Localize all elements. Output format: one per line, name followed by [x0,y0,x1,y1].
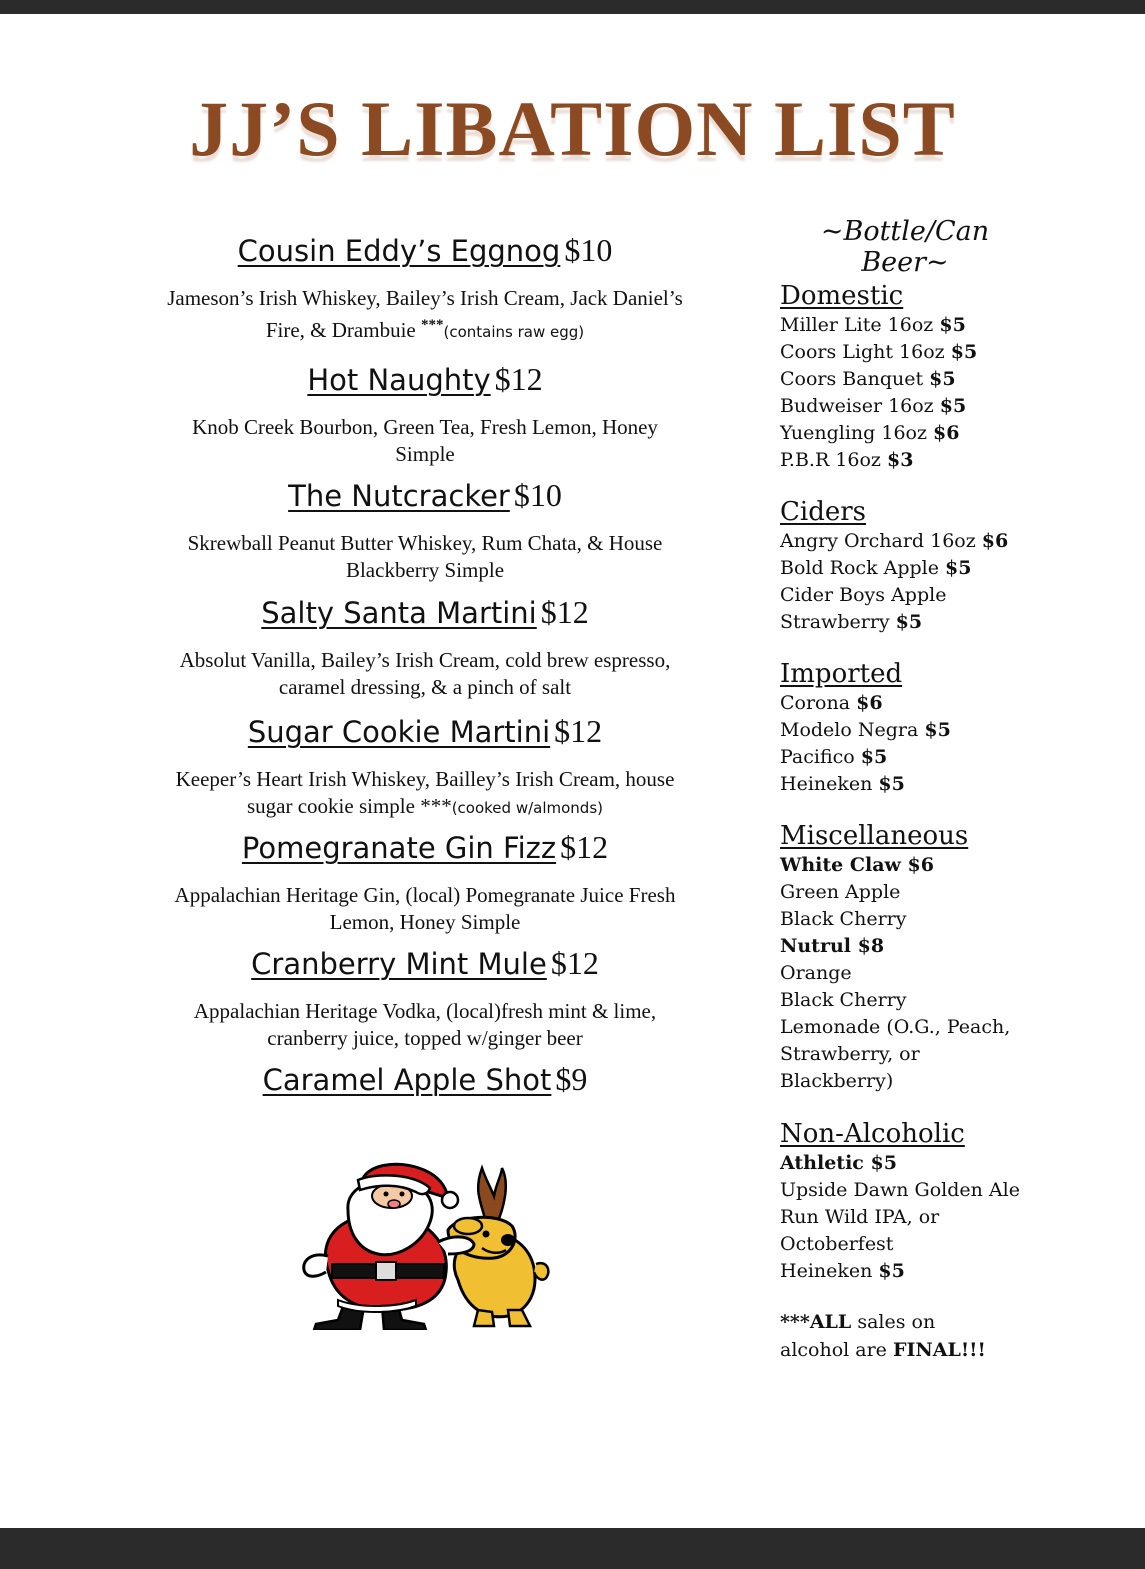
beer-item: Green Apple [780,881,901,903]
cocktail-title [242,829,608,866]
cocktail-title [251,945,599,982]
beer-item: Athletic $5 [780,1152,897,1174]
beer-price: $5 [924,719,951,741]
beer-item [780,312,1080,339]
non-alcoholic-section [780,1118,1080,1285]
beer-item [780,744,1080,771]
beer-name: P.B.R 16oz [780,449,887,471]
beer-item: White Claw $6 [780,854,934,876]
beer-name: Corona [780,692,857,714]
beer-item [780,366,1080,393]
cocktail-description: Appalachian Heritage Gin, (local) Pomegranate Juice Fresh Lemon, Honey Simple [174,883,676,934]
beer-item: Black Cherry [780,908,907,930]
beer-price: $6 [856,692,883,714]
beer-name: Strawberry [780,611,896,633]
beer-price: $5 [939,395,967,417]
beer-item: Strawberry, or [780,1043,920,1065]
section-heading: Ciders [780,497,867,527]
beer-item: Nutrul $8 [780,935,885,957]
beer-name: Heineken [780,773,879,795]
beer-item [780,609,1080,636]
domestic-section [780,280,1080,474]
beer-item [780,771,1080,798]
cocktail-name: Caramel Apple Shot [262,1063,552,1097]
cocktail-price: $12 [560,829,609,865]
cocktail-item [130,945,720,1052]
beer-price: $6 [933,422,960,444]
cocktail-item [130,829,720,936]
beer-name: Miller Lite 16oz [780,314,940,336]
cocktail-price: $12 [494,361,543,397]
top-border [0,0,1145,14]
note-text-line2: alcohol are [780,1339,893,1361]
cocktail-description: Knob Creek Bourbon, Green Tea, Fresh Lemon, Honey Simple [192,415,658,466]
bottom-border [0,1528,1145,1569]
cocktail-price: $9 [555,1061,588,1097]
section-heading: Domestic [780,281,904,311]
beer-item: Lemonade (O.G., Peach, [780,1016,1011,1038]
cocktail-title [238,232,613,269]
beer-price: $5 [945,557,972,579]
cocktail-item [130,232,720,346]
beer-item: Run Wild IPA, or [780,1206,940,1228]
imported-section [780,658,1080,798]
beer-price: $3 [887,449,914,471]
section-heading: Miscellaneous [780,821,969,851]
cocktail-title [263,1061,588,1098]
beer-name: Pacifico [780,746,861,768]
cocktail-item [130,594,720,701]
cocktail-item [130,477,720,584]
cocktail-name: Pomegranate Gin Fizz [241,831,557,865]
beer-price: $5 [878,1260,905,1282]
cocktail-name: Salty Santa Martini [261,596,537,630]
cocktail-note: (contains raw egg) [443,323,585,341]
beer-item: Blackberry) [780,1070,894,1092]
cocktail-description: Skrewball Peanut Butter Whiskey, Rum Chata, & House Blackberry Simple [187,531,663,582]
section-heading: Imported [780,659,903,689]
ciders-section [780,496,1080,636]
beer-price: $5 [950,341,978,363]
cocktail-item [130,361,720,468]
note-text: sales on [851,1311,936,1333]
beer-item [780,582,1080,609]
cocktail-price: $12 [540,594,589,630]
cocktail-title [248,713,602,750]
stars-mark: *** [421,317,444,333]
beer-item: Upside Dawn Golden Ale [780,1179,1020,1201]
beer-item [780,555,1080,582]
beer-item: Black Cherry [780,989,907,1011]
cocktail-price: $12 [554,713,603,749]
santa-reindeer-illustration [298,1160,558,1330]
sales-final-note [780,1308,1040,1364]
cocktail-ingredients: Jameson’s Irish Whiskey, Bailey’s Irish Cream, Jack Daniel’s Fire, & Drambuie [167,286,683,342]
cocktail-name: The Nutcracker [288,479,510,513]
beer-name: Coors Banquet [780,368,930,390]
beer-item [780,393,1080,420]
beer-name: Budweiser 16oz [780,395,940,417]
cocktail-name: Hot Naughty [307,363,491,397]
cocktail-description: Appalachian Heritage Vodka, (local)fresh mint & lime, cranberry juice, topped w/ginger beer [193,999,657,1050]
cocktail-title [288,477,562,514]
beer-price: $5 [895,611,923,633]
cocktail-item [130,1061,720,1098]
beer-item [780,420,1080,447]
cocktail-price: $10 [513,477,562,513]
beer-item [780,447,1080,474]
beer-item: Octoberfest [780,1233,894,1255]
beer-section-title: ~Bottle/Can Beer~ [820,216,990,278]
beer-price: $5 [939,314,966,336]
note-final: FINAL!!! [892,1339,986,1361]
cocktail-title [261,594,589,631]
cocktail-description [130,766,720,822]
beer-price: $5 [878,773,905,795]
beer-item [780,528,1080,555]
cocktail-name: Cousin Eddy’s Eggnog [237,234,561,268]
cocktail-name: Cranberry Mint Mule [251,947,547,981]
beer-name: Modelo Negra [780,719,925,741]
cocktail-ingredients: Keeper’s Heart Irish Whiskey, Bailley’s Irish Cream, house sugar cookie simple *** [175,767,675,818]
beer-item [780,339,1080,366]
section-heading: Non-Alcoholic [780,1119,965,1149]
beer-item [780,1258,1080,1285]
beer-price: $6 [981,530,1009,552]
note-all: ALL [809,1311,852,1333]
beer-name: Bold Rock Apple [780,557,946,579]
cocktail-title [307,361,542,398]
beer-price: $5 [929,368,956,390]
beer-item: Orange [780,962,852,984]
misc-section [780,820,1080,1095]
cocktail-price: $10 [564,232,613,268]
cocktail-note: (cooked w/almonds) [451,799,603,817]
beer-name: Heineken [780,1260,879,1282]
cocktail-price: $12 [550,945,599,981]
cocktail-description: Absolut Vanilla, Bailey’s Irish Cream, cold brew espresso, caramel dressing, & a pinch of salt [179,648,671,699]
cocktail-description [130,285,720,346]
page-title: JJ’S LIBATION LIST [189,85,956,172]
cocktail-item [130,713,720,822]
beer-name: Coors Light 16oz [780,341,951,363]
beer-name: Cider Boys Apple [780,584,947,606]
beer-price: $5 [860,746,888,768]
beer-item [780,690,1080,717]
beer-name: Angry Orchard 16oz [780,530,982,552]
cocktail-name: Sugar Cookie Martini [247,715,551,749]
beer-name: Yuengling 16oz [780,422,934,444]
note-stars: *** [780,1311,810,1333]
beer-item [780,717,1080,744]
